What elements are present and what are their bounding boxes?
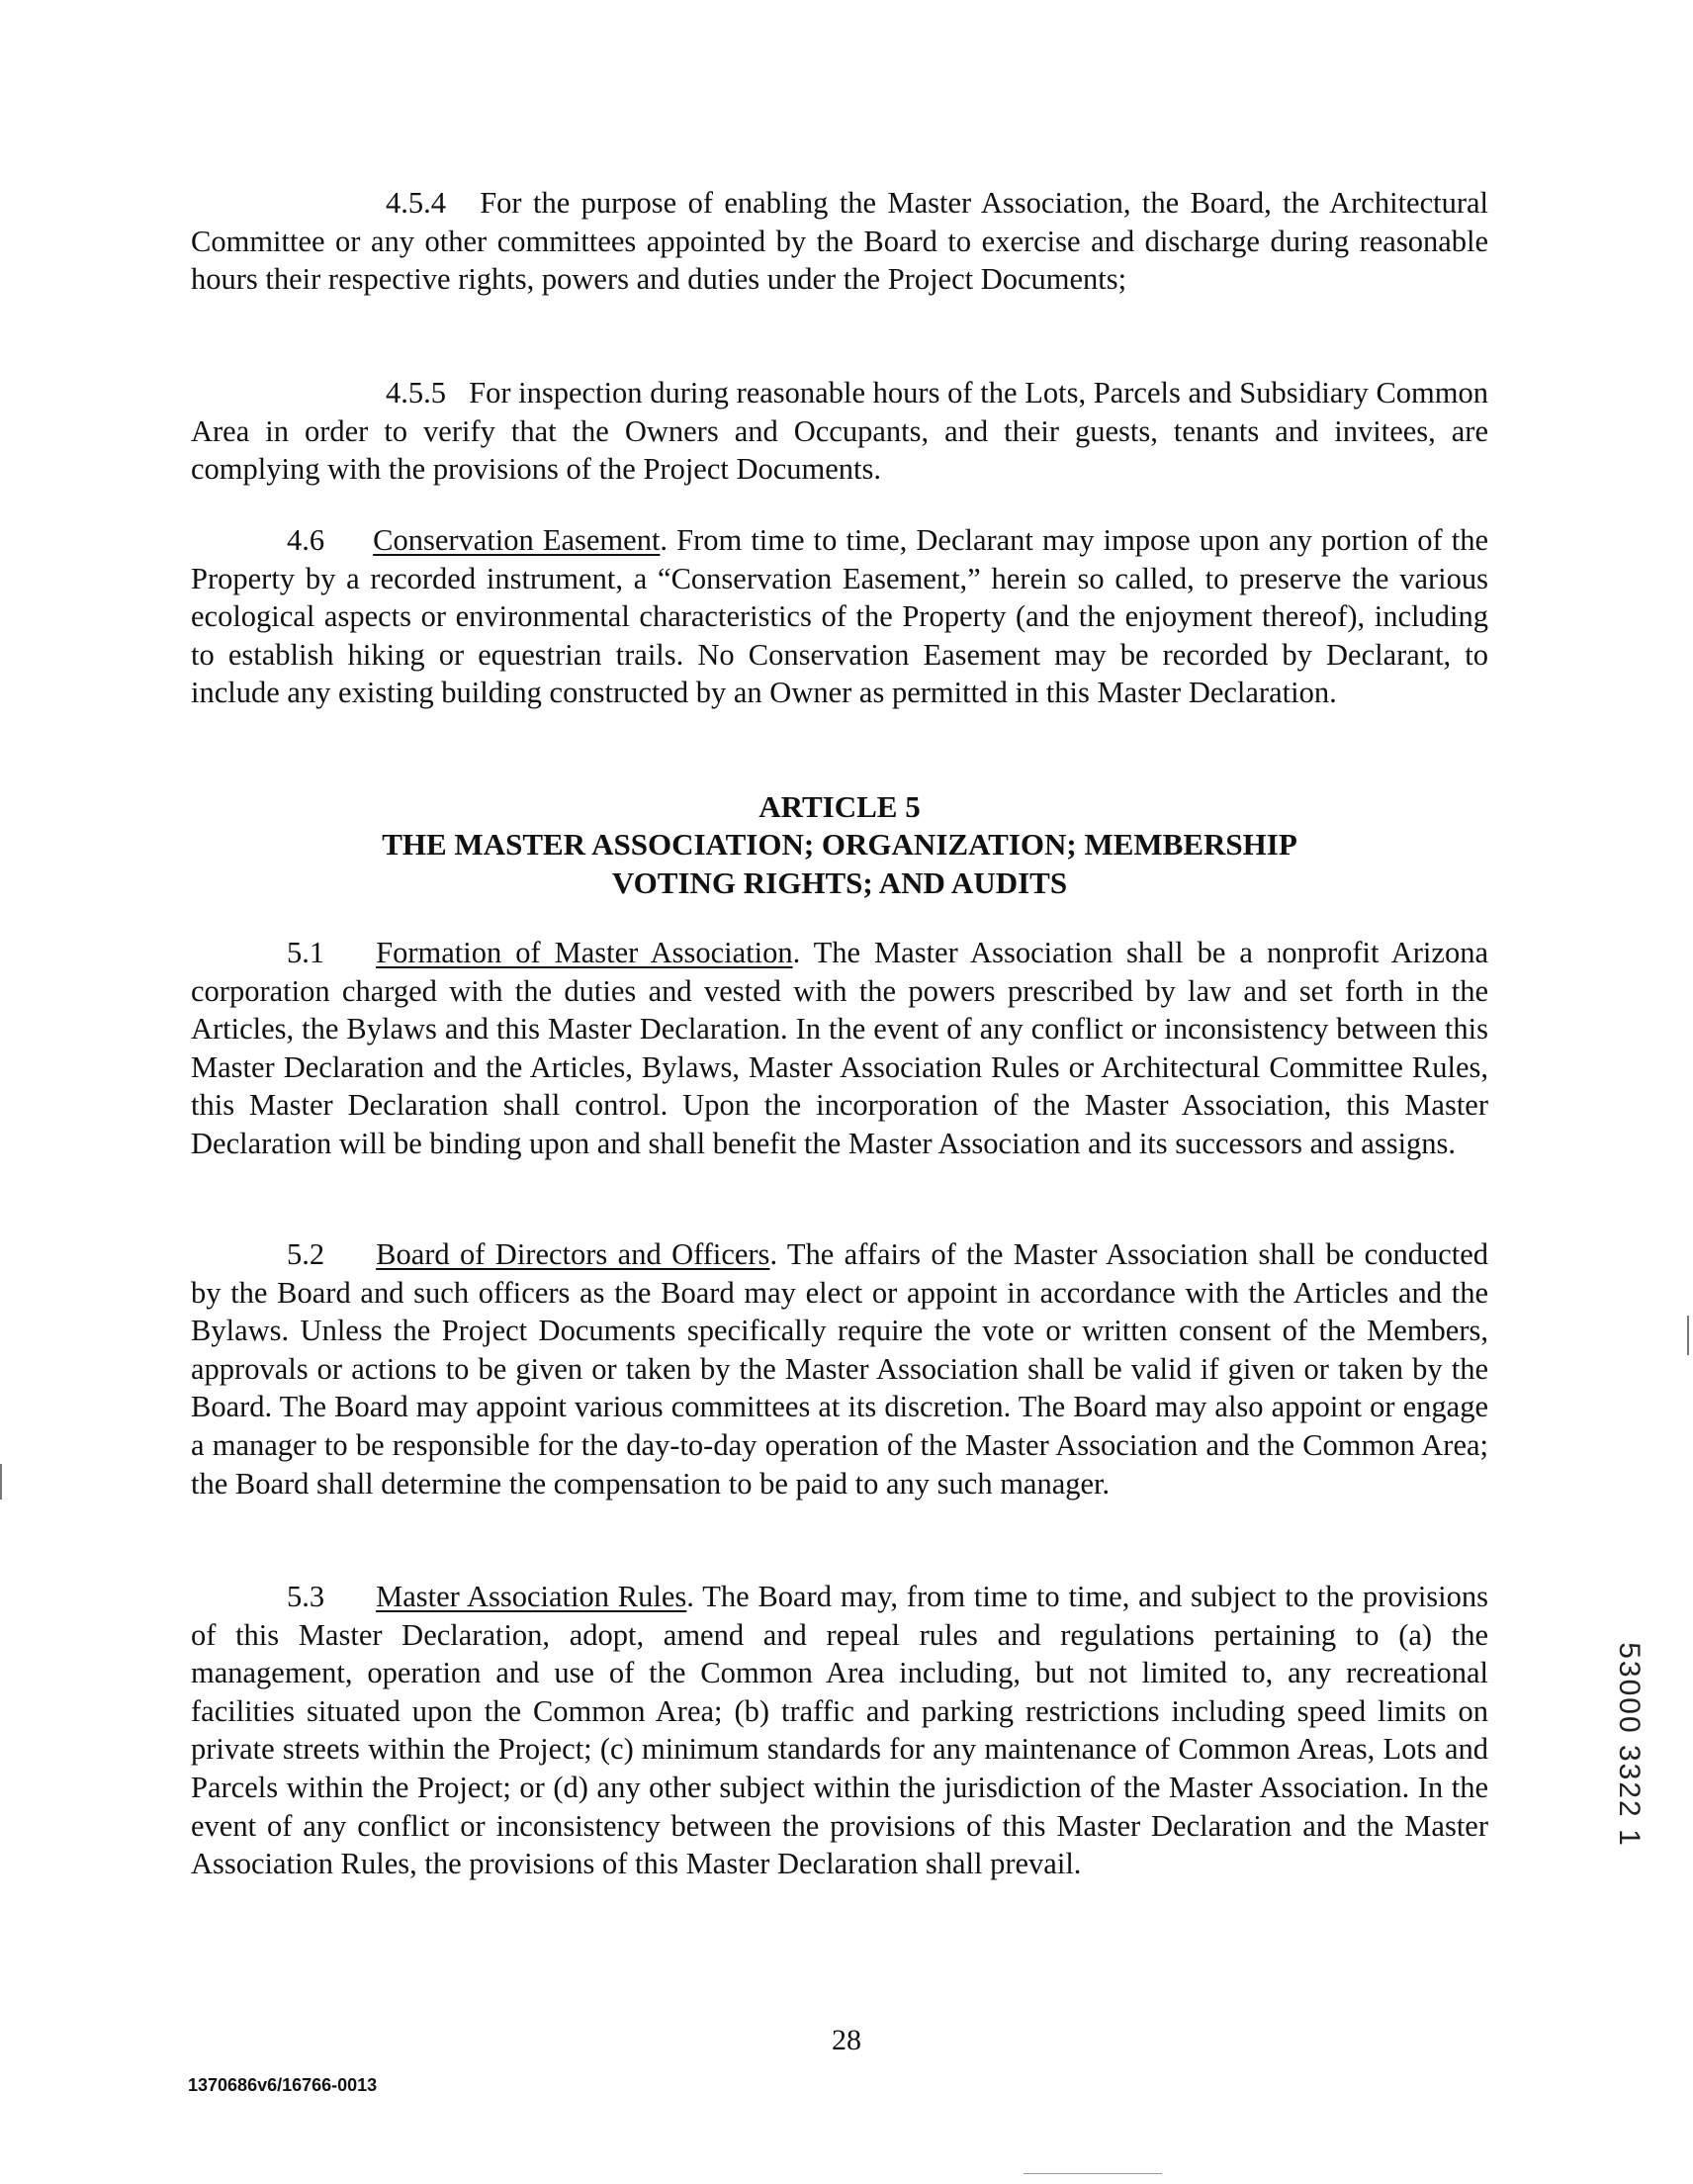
paragraph-5-1 (191, 934, 1488, 1163)
paragraph-text: . From time to time, Declarant may impose upon any portion of the Property by a recorded instrument, a “Conservation Easement,” herein so called, to preserve the various ecological aspects or environmental characteristics of the Property (and the enjoyment thereof), including to establish hiking or equestrian trails. No Conservation Easement may be recorded by Declarant, to include any existing building constructed by an Owner as permitted in this Master Declaration. (191, 523, 1488, 710)
paragraph-text: . The Board may, from time to time, and subject to the provisions of this Master Declaration, adopt, amend and repeal rules and regulations pertaining to (a) the management, operation and use of the Common Area including, but not limited to, any recreational facilities situated upon the Common Area; (b) traffic and parking restrictions including speed limits on private streets within the Project; (c) minimum standards for any maintenance of Common Areas, Lots and Parcels within the Project; or (d) any other subject within the jurisdiction of the Master Association. In the event of any conflict or inconsistency between the provisions of this Master Declaration and the Master Association Rules, the provisions of this Master Declaration shall prevail. (191, 1580, 1489, 1881)
paragraph-text: . The Master Association shall be a nonprofit Arizona corporation charged with the duties and vested with the powers prescribed by law and set forth in the Articles, the Bylaws and this Master Declaration. In the event of any conflict or inconsistency between this Master Declaration and the Articles, Bylaws, Master Association Rules or Architectural Committee Rules, this Master Declaration shall control. Upon the incorporation of the Master Association, this Master Declaration will be binding upon and shall benefit the Master Association and its successors and assigns. (191, 936, 1488, 1160)
recording-stamp-text: 53000 3322 1 (1613, 1642, 1646, 1848)
section-number: 4.6 (287, 523, 325, 557)
paragraph-4-5-5 (191, 374, 1488, 489)
section-title: Formation of Master Association (376, 936, 793, 969)
article-title-line-2: VOTING RIGHTS; AND AUDITS (611, 865, 1068, 900)
article-label: ARTICLE 5 (758, 789, 921, 824)
section-title: Conservation Easement (373, 523, 661, 557)
document-id: 1370686v6/16766-0013 (188, 2075, 378, 2095)
paragraph-text: For the purpose of enabling the Master Association, the Board, the Architectural Committee or any other committees appointed by the Board to exercise and discharge during reasonable hours their respective rights, powers and duties under the Project Documents; (191, 186, 1489, 297)
paragraph-text: . The affairs of the Master Association shall be conducted by the Board and such officers as the Board may elect or appoint in accordance with the Articles and the Bylaws. Unless the Project Documents specifically require the vote or written consent of the Members, approvals or actions to be given or taken by the Master Association shall be valid if given or taken by the Board. The Board may appoint various committees at its discretion. The Board may also appoint or engage a manager to be responsible for the day-to-day operation of the Master Association and the Common Area; the Board shall determine the compensation to be paid to any such manager. (191, 1237, 1489, 1501)
section-number: 5.2 (287, 1237, 325, 1271)
scan-edge-mark-left (0, 1464, 2, 1500)
paragraph-4-6 (191, 521, 1488, 712)
section-number: 5.1 (287, 936, 325, 969)
section-number: 4.5.4 (386, 186, 446, 220)
section-title: Board of Directors and Officers (376, 1237, 770, 1271)
recording-stamp (1614, 1596, 1644, 1893)
section-number: 4.5.5 (386, 376, 446, 410)
paragraph-text: For inspection during reasonable hours of the Lots, Parcels and Subsidiary Common Area in order to verify that the Owners and Occupants, and their guests, tenants and invitees, are complying with the provisions of the Project Documents. (191, 376, 1489, 487)
paragraph-4-5-4 (191, 184, 1488, 299)
scan-edge-mark-bottom (1024, 2173, 1162, 2174)
page-number: 28 (832, 2024, 861, 2056)
scan-edge-mark-right (1687, 1316, 1689, 1355)
paragraph-5-2 (191, 1235, 1488, 1502)
paragraph-5-3 (191, 1578, 1488, 1883)
article-title-line-1: THE MASTER ASSOCIATION; ORGANIZATION; MEMBERSHIP (382, 827, 1297, 862)
section-number: 5.3 (287, 1580, 325, 1613)
section-title: Master Association Rules (376, 1580, 687, 1613)
